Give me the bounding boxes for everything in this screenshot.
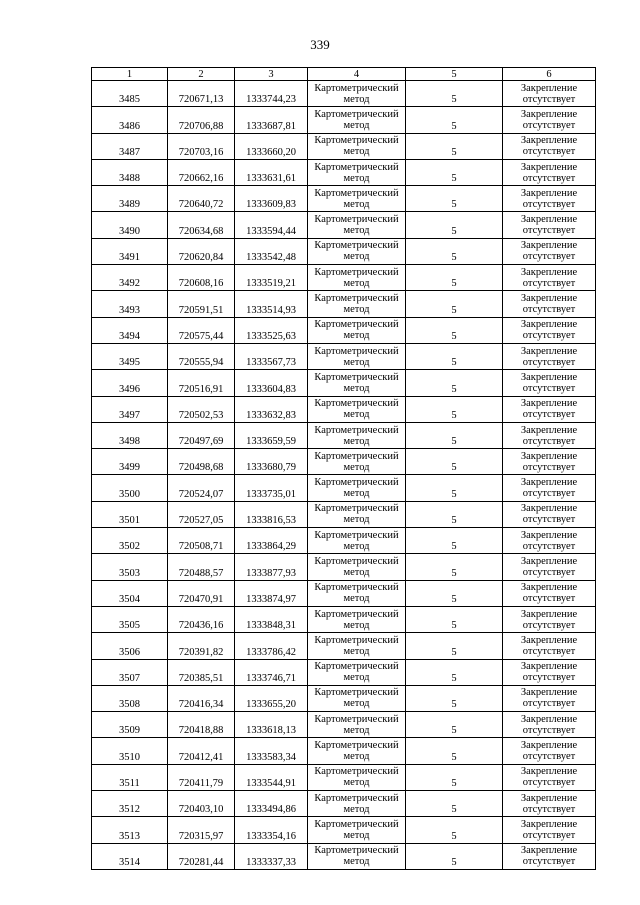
- method-cell: Картометрический метод: [308, 133, 406, 159]
- method-cell: Картометрический метод: [308, 738, 406, 764]
- method-cell: Картометрический метод: [308, 212, 406, 238]
- coordinate-y-cell: 1333494,86: [235, 791, 308, 817]
- accuracy-cell: 5: [406, 528, 503, 554]
- coordinate-y-cell: 1333544,91: [235, 764, 308, 790]
- coordinate-y-cell: 1333746,71: [235, 659, 308, 685]
- point-number-cell: 3507: [92, 659, 168, 685]
- column-header: 3: [235, 68, 308, 81]
- method-cell: Картометрический метод: [308, 501, 406, 527]
- coordinate-y-cell: 1333816,53: [235, 501, 308, 527]
- point-number-cell: 3498: [92, 422, 168, 448]
- method-cell: Картометрический метод: [308, 580, 406, 606]
- table-row: [92, 291, 596, 317]
- method-cell: Картометрический метод: [308, 712, 406, 738]
- method-cell: Картометрический метод: [308, 633, 406, 659]
- fixing-cell: Закрепление отсутствует: [503, 422, 596, 448]
- coordinate-y-cell: 1333632,83: [235, 396, 308, 422]
- point-number-cell: 3485: [92, 81, 168, 107]
- fixing-cell: Закрепление отсутствует: [503, 396, 596, 422]
- accuracy-cell: 5: [406, 396, 503, 422]
- fixing-cell: Закрепление отсутствует: [503, 212, 596, 238]
- coordinate-x-cell: 720555,94: [168, 343, 235, 369]
- method-cell: Картометрический метод: [308, 291, 406, 317]
- fixing-cell: Закрепление отсутствует: [503, 554, 596, 580]
- fixing-cell: Закрепление отсутствует: [503, 659, 596, 685]
- coordinate-y-cell: 1333680,79: [235, 449, 308, 475]
- fixing-cell: Закрепление отсутствует: [503, 633, 596, 659]
- fixing-cell: Закрепление отсутствует: [503, 159, 596, 185]
- fixing-cell: Закрепление отсутствует: [503, 186, 596, 212]
- point-number-cell: 3509: [92, 712, 168, 738]
- coordinate-y-cell: 1333618,13: [235, 712, 308, 738]
- table-row: [92, 107, 596, 133]
- point-number-cell: 3511: [92, 764, 168, 790]
- method-cell: Картометрический метод: [308, 817, 406, 843]
- table-row: [92, 133, 596, 159]
- method-cell: Картометрический метод: [308, 159, 406, 185]
- point-number-cell: 3504: [92, 580, 168, 606]
- coordinate-y-cell: 1333786,42: [235, 633, 308, 659]
- accuracy-cell: 5: [406, 212, 503, 238]
- table-row: [92, 606, 596, 632]
- table-row: [92, 422, 596, 448]
- fixing-cell: Закрепление отсутствует: [503, 501, 596, 527]
- point-number-cell: 3492: [92, 265, 168, 291]
- accuracy-cell: 5: [406, 633, 503, 659]
- coordinate-y-cell: 1333659,59: [235, 422, 308, 448]
- method-cell: Картометрический метод: [308, 422, 406, 448]
- table-row: [92, 659, 596, 685]
- method-cell: Картометрический метод: [308, 843, 406, 869]
- coordinate-x-cell: 720403,10: [168, 791, 235, 817]
- method-cell: Картометрический метод: [308, 107, 406, 133]
- fixing-cell: Закрепление отсутствует: [503, 606, 596, 632]
- table-header-row: [92, 68, 596, 81]
- coordinate-y-cell: 1333337,33: [235, 843, 308, 869]
- coordinate-y-cell: 1333848,31: [235, 606, 308, 632]
- column-header: 4: [308, 68, 406, 81]
- table-row: [92, 738, 596, 764]
- table-row: [92, 449, 596, 475]
- method-cell: Картометрический метод: [308, 81, 406, 107]
- method-cell: Картометрический метод: [308, 475, 406, 501]
- coordinate-x-cell: 720315,97: [168, 817, 235, 843]
- accuracy-cell: 5: [406, 738, 503, 764]
- point-number-cell: 3512: [92, 791, 168, 817]
- fixing-cell: Закрепление отсутствует: [503, 449, 596, 475]
- coordinate-x-cell: 720527,05: [168, 501, 235, 527]
- method-cell: Картометрический метод: [308, 554, 406, 580]
- point-number-cell: 3502: [92, 528, 168, 554]
- table-row: [92, 343, 596, 369]
- coordinate-y-cell: 1333744,23: [235, 81, 308, 107]
- fixing-cell: Закрепление отсутствует: [503, 738, 596, 764]
- fixing-cell: Закрепление отсутствует: [503, 764, 596, 790]
- coordinate-y-cell: 1333609,83: [235, 186, 308, 212]
- table-row: [92, 817, 596, 843]
- point-number-cell: 3513: [92, 817, 168, 843]
- coordinate-y-cell: 1333655,20: [235, 685, 308, 711]
- coordinate-x-cell: 720391,82: [168, 633, 235, 659]
- point-number-cell: 3487: [92, 133, 168, 159]
- fixing-cell: Закрепление отсутствует: [503, 817, 596, 843]
- coordinate-x-cell: 720418,88: [168, 712, 235, 738]
- accuracy-cell: 5: [406, 422, 503, 448]
- accuracy-cell: 5: [406, 764, 503, 790]
- coordinate-y-cell: 1333354,16: [235, 817, 308, 843]
- accuracy-cell: 5: [406, 554, 503, 580]
- coordinate-x-cell: 720671,13: [168, 81, 235, 107]
- fixing-cell: Закрепление отсутствует: [503, 791, 596, 817]
- table-row: [92, 238, 596, 264]
- accuracy-cell: 5: [406, 606, 503, 632]
- table-row: [92, 159, 596, 185]
- coordinate-x-cell: 720416,34: [168, 685, 235, 711]
- point-number-cell: 3508: [92, 685, 168, 711]
- table-row: [92, 186, 596, 212]
- coordinate-y-cell: 1333864,29: [235, 528, 308, 554]
- table-row: [92, 396, 596, 422]
- accuracy-cell: 5: [406, 343, 503, 369]
- coordinate-y-cell: 1333519,21: [235, 265, 308, 291]
- accuracy-cell: 5: [406, 791, 503, 817]
- coordinate-x-cell: 720591,51: [168, 291, 235, 317]
- method-cell: Картометрический метод: [308, 659, 406, 685]
- point-number-cell: 3489: [92, 186, 168, 212]
- method-cell: Картометрический метод: [308, 528, 406, 554]
- fixing-cell: Закрепление отсутствует: [503, 81, 596, 107]
- method-cell: Картометрический метод: [308, 685, 406, 711]
- coordinate-x-cell: 720412,41: [168, 738, 235, 764]
- coordinate-x-cell: 720470,91: [168, 580, 235, 606]
- coordinate-x-cell: 720497,69: [168, 422, 235, 448]
- coordinate-y-cell: 1333604,83: [235, 370, 308, 396]
- method-cell: Картометрический метод: [308, 186, 406, 212]
- table-row: [92, 317, 596, 343]
- table-row: [92, 633, 596, 659]
- coordinate-x-cell: 720502,53: [168, 396, 235, 422]
- point-number-cell: 3491: [92, 238, 168, 264]
- coordinate-x-cell: 720620,84: [168, 238, 235, 264]
- point-number-cell: 3496: [92, 370, 168, 396]
- fixing-cell: Закрепление отсутствует: [503, 343, 596, 369]
- table-row: [92, 265, 596, 291]
- point-number-cell: 3510: [92, 738, 168, 764]
- method-cell: Картометрический метод: [308, 265, 406, 291]
- point-number-cell: 3486: [92, 107, 168, 133]
- accuracy-cell: 5: [406, 186, 503, 212]
- point-number-cell: 3501: [92, 501, 168, 527]
- column-header: 1: [92, 68, 168, 81]
- fixing-cell: Закрепление отсутствует: [503, 317, 596, 343]
- coordinate-x-cell: 720608,16: [168, 265, 235, 291]
- coordinate-x-cell: 720662,16: [168, 159, 235, 185]
- point-number-cell: 3497: [92, 396, 168, 422]
- table-row: [92, 528, 596, 554]
- coordinate-x-cell: 720411,79: [168, 764, 235, 790]
- method-cell: Картометрический метод: [308, 238, 406, 264]
- coordinate-y-cell: 1333525,63: [235, 317, 308, 343]
- point-number-cell: 3499: [92, 449, 168, 475]
- method-cell: Картометрический метод: [308, 764, 406, 790]
- accuracy-cell: 5: [406, 712, 503, 738]
- table-row: [92, 475, 596, 501]
- coordinate-x-cell: 720703,16: [168, 133, 235, 159]
- column-header: 6: [503, 68, 596, 81]
- fixing-cell: Закрепление отсутствует: [503, 107, 596, 133]
- table-row: [92, 554, 596, 580]
- accuracy-cell: 5: [406, 133, 503, 159]
- accuracy-cell: 5: [406, 475, 503, 501]
- accuracy-cell: 5: [406, 817, 503, 843]
- coordinate-y-cell: 1333514,93: [235, 291, 308, 317]
- page-number: 339: [310, 37, 330, 52]
- fixing-cell: Закрепление отсутствует: [503, 712, 596, 738]
- point-number-cell: 3506: [92, 633, 168, 659]
- accuracy-cell: 5: [406, 501, 503, 527]
- coordinate-x-cell: 720498,68: [168, 449, 235, 475]
- coordinate-x-cell: 720575,44: [168, 317, 235, 343]
- method-cell: Картометрический метод: [308, 396, 406, 422]
- fixing-cell: Закрепление отсутствует: [503, 291, 596, 317]
- point-number-cell: 3493: [92, 291, 168, 317]
- coordinate-x-cell: 720281,44: [168, 843, 235, 869]
- accuracy-cell: 5: [406, 449, 503, 475]
- coordinate-x-cell: 720385,51: [168, 659, 235, 685]
- coordinate-y-cell: 1333874,97: [235, 580, 308, 606]
- table-row: [92, 81, 596, 107]
- point-number-cell: 3490: [92, 212, 168, 238]
- fixing-cell: Закрепление отсутствует: [503, 580, 596, 606]
- method-cell: Картометрический метод: [308, 343, 406, 369]
- coordinate-y-cell: 1333594,44: [235, 212, 308, 238]
- coordinate-x-cell: 720516,91: [168, 370, 235, 396]
- column-header: 2: [168, 68, 235, 81]
- coordinate-y-cell: 1333687,81: [235, 107, 308, 133]
- accuracy-cell: 5: [406, 843, 503, 869]
- accuracy-cell: 5: [406, 238, 503, 264]
- accuracy-cell: 5: [406, 317, 503, 343]
- coordinate-x-cell: 720488,57: [168, 554, 235, 580]
- method-cell: Картометрический метод: [308, 317, 406, 343]
- accuracy-cell: 5: [406, 291, 503, 317]
- coordinate-x-cell: 720634,68: [168, 212, 235, 238]
- fixing-cell: Закрепление отсутствует: [503, 843, 596, 869]
- table-row: [92, 580, 596, 606]
- coordinate-x-cell: 720706,88: [168, 107, 235, 133]
- fixing-cell: Закрепление отсутствует: [503, 685, 596, 711]
- accuracy-cell: 5: [406, 159, 503, 185]
- accuracy-cell: 5: [406, 659, 503, 685]
- table-row: [92, 501, 596, 527]
- coordinate-y-cell: 1333631,61: [235, 159, 308, 185]
- coordinate-y-cell: 1333583,34: [235, 738, 308, 764]
- coordinate-x-cell: 720436,16: [168, 606, 235, 632]
- coordinates-table: [91, 67, 596, 870]
- coordinate-y-cell: 1333542,48: [235, 238, 308, 264]
- method-cell: Картометрический метод: [308, 606, 406, 632]
- point-number-cell: 3488: [92, 159, 168, 185]
- point-number-cell: 3495: [92, 343, 168, 369]
- accuracy-cell: 5: [406, 685, 503, 711]
- accuracy-cell: 5: [406, 81, 503, 107]
- fixing-cell: Закрепление отсутствует: [503, 528, 596, 554]
- point-number-cell: 3514: [92, 843, 168, 869]
- fixing-cell: Закрепление отсутствует: [503, 238, 596, 264]
- point-number-cell: 3503: [92, 554, 168, 580]
- table-row: [92, 685, 596, 711]
- fixing-cell: Закрепление отсутствует: [503, 475, 596, 501]
- table-row: [92, 212, 596, 238]
- accuracy-cell: 5: [406, 580, 503, 606]
- coordinate-x-cell: 720524,07: [168, 475, 235, 501]
- coordinate-x-cell: 720508,71: [168, 528, 235, 554]
- column-header: 5: [406, 68, 503, 81]
- accuracy-cell: 5: [406, 370, 503, 396]
- table-row: [92, 370, 596, 396]
- coordinate-y-cell: 1333567,73: [235, 343, 308, 369]
- coordinate-y-cell: 1333735,01: [235, 475, 308, 501]
- fixing-cell: Закрепление отсутствует: [503, 133, 596, 159]
- accuracy-cell: 5: [406, 265, 503, 291]
- point-number-cell: 3494: [92, 317, 168, 343]
- coordinate-y-cell: 1333877,93: [235, 554, 308, 580]
- method-cell: Картометрический метод: [308, 449, 406, 475]
- table-row: [92, 843, 596, 869]
- coordinate-x-cell: 720640,72: [168, 186, 235, 212]
- accuracy-cell: 5: [406, 107, 503, 133]
- table-row: [92, 791, 596, 817]
- coordinate-y-cell: 1333660,20: [235, 133, 308, 159]
- fixing-cell: Закрепление отсутствует: [503, 370, 596, 396]
- method-cell: Картометрический метод: [308, 370, 406, 396]
- method-cell: Картометрический метод: [308, 791, 406, 817]
- point-number-cell: 3505: [92, 606, 168, 632]
- point-number-cell: 3500: [92, 475, 168, 501]
- table-row: [92, 712, 596, 738]
- fixing-cell: Закрепление отсутствует: [503, 265, 596, 291]
- table-row: [92, 764, 596, 790]
